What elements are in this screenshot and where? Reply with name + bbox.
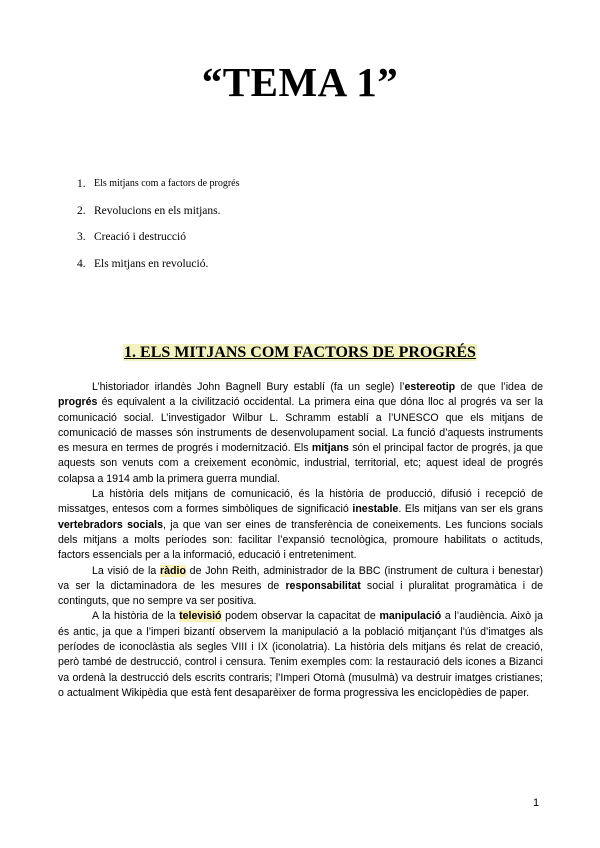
toc-item-label: Els mitjans com a factors de progrés: [94, 178, 240, 189]
body-paragraph: [58, 564, 543, 610]
text-run: . Els mitjans van ser els grans: [398, 503, 543, 516]
text-run: a l’audiència. Això ja és antic, ja que a l’imperi bizantí observem la manipulació a la població mitjançant l’ús d’imatges als períodes de iconoclàstia als segles VIII i IX (iconolatria). La història dels mitjans és relat de creació, però també de destrucció, control i censura. Tenim exemples com: la restauració dels icones a Bizanci va ordenà la destrucció dels escrits contraris; l’Imperi Otomà (musulmà) va destruir imatges cristianes; o actualment Wikipèdia que està fent desaparèixer de forma progressiva les enciclopèdies de paper.: [58, 610, 543, 699]
bold-term: estereotip: [404, 381, 456, 393]
text-run: La visió de la: [92, 564, 161, 577]
bold-term: inestable: [352, 503, 399, 516]
bold-term: vertebradors socials: [58, 518, 164, 531]
body-text: [58, 380, 543, 701]
text-run: A la història de la: [92, 610, 180, 623]
toc-item-number: 3.: [77, 231, 86, 243]
body-paragraph: [58, 380, 543, 487]
toc-item-label: Revolucions en els mitjans.: [94, 204, 221, 217]
text-run: social i pluralitat programàtica i de continguts, que no sempre va ser positiva.: [58, 579, 543, 608]
toc-item-number: 4.: [77, 257, 86, 270]
bold-term: mitjans: [311, 442, 349, 455]
toc-item: [77, 205, 240, 232]
section-heading-text: 1. ELS MITJANS COM FACTORS DE PROGRÉS: [124, 344, 476, 361]
text-run: de que l’idea de: [455, 381, 543, 393]
bold-term: ràdio: [160, 564, 186, 577]
text-run: de John Reith, administrador de la BBC (instrument de cultura i benestar) va ser la dictaminadora de les mesures de: [58, 564, 544, 592]
text-run: , ja que van ser eines de transferència de coneixements. Les funcions socials dels mitjans a molts períodes son: facilitar l’expansió tecnològica, promoure habilitats o actituds, factors essencials per a la informació, educació i entreteniment.: [58, 518, 543, 562]
text-run: és equivalent a la civilització occidental. La primera eina que dóna lloc al progrés va ser la comunicació social. L’investigador Wilbur L. Schramm establí a l’UNESCO que els mitjans de comunicació de masses són instruments de desenvolupament social. La funció d’aquests instruments es mesura en termes de progrés i modernització. Els: [58, 396, 543, 455]
text-run: són el principal factor de progrés, ja que aquests son venuts com a creixement econòmic, industrial, territorial, etc; aquest ideal de progrés colapsa a 1914 amb la primera guerra mundial.: [58, 442, 543, 485]
toc-item-number: 1.: [77, 178, 86, 190]
bold-term: progrés: [58, 396, 98, 409]
text-run: L’historiador irlandès John Bagnell Bury establí (fa un segle) l’: [92, 381, 405, 393]
bold-term: manipulació: [379, 610, 442, 623]
section-heading: [0, 344, 600, 362]
bold-term: responsabilitat: [285, 579, 361, 592]
page-number: 1: [533, 797, 540, 809]
toc-item: [77, 178, 240, 205]
toc-item: [77, 258, 240, 285]
toc-item-label: Creació i destrucció: [94, 231, 186, 243]
toc-item-number: 2.: [77, 204, 86, 217]
text-run: La història dels mitjans de comunicació, és la història de producció, difusió i recepció de missatges, entesos com a formes simbòliques de significació: [58, 488, 543, 516]
table-of-contents: [77, 178, 240, 284]
page-title: “TEMA 1”: [201, 59, 399, 105]
bold-term: televisió: [179, 610, 222, 623]
toc-item: [77, 231, 240, 258]
body-paragraph: [58, 609, 543, 701]
body-paragraph: [58, 487, 543, 563]
text-run: podem observar la capacitat de: [221, 610, 380, 623]
toc-item-label: Els mitjans en revolució.: [94, 257, 209, 270]
